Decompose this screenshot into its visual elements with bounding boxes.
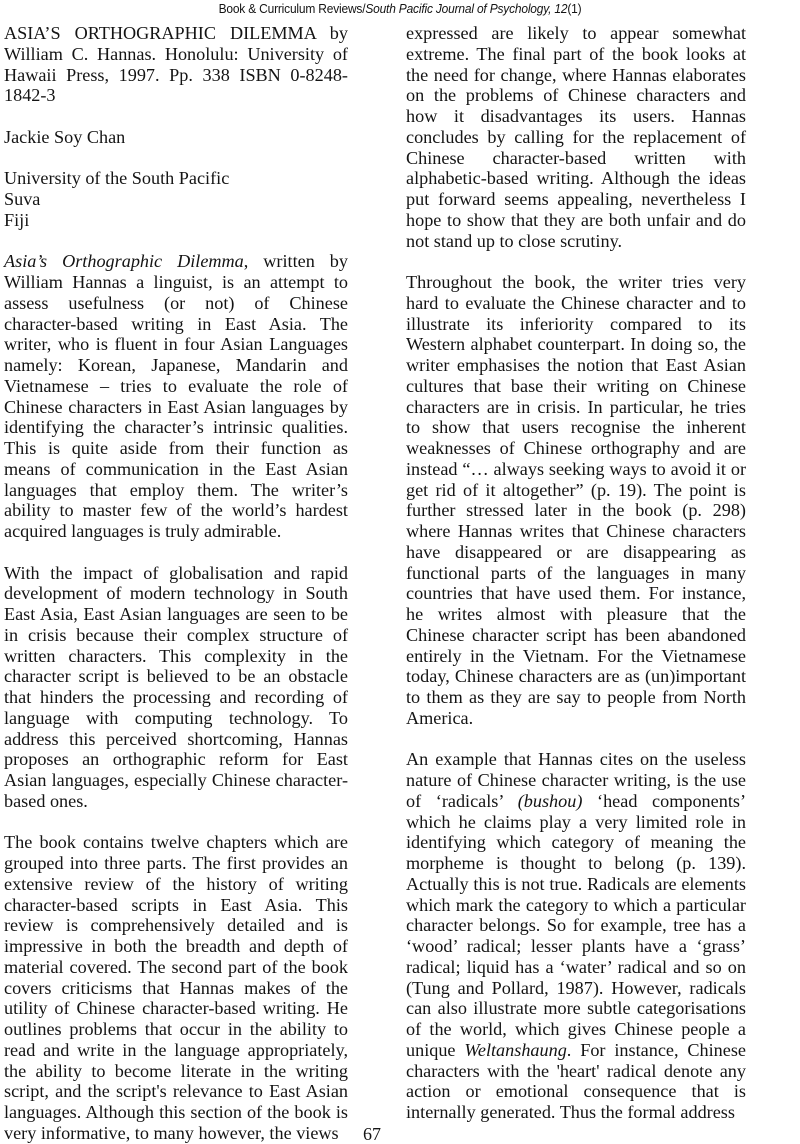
weltanschauung-term: Weltanshaung xyxy=(464,1039,567,1060)
paragraph-structure-part1: The book contains twelve chapters which are grouped into three parts. The first provides an extensive review of the history of writing character-based scripts in East Asia. This review is comprehensively detailed and is impressive in both the breadth and depth of material covered. The second part of the book covers criticisms that Hannas makes of the utility of Chinese character-based writing. He outlines problems that occur in the ability to read and write in the language appropriately, the ability to become literate in the writing script, and the script's relevance to East Asian languages. Although this section of the book is very informative, to many however, the views xyxy=(4,832,348,1143)
running-head-volume: 12 xyxy=(554,1,568,16)
running-head-section: Book & Curriculum Reviews/ xyxy=(218,1,366,16)
page-number: 67 xyxy=(363,1124,381,1144)
running-head xyxy=(32,0,768,18)
left-column xyxy=(4,23,348,1144)
reviewer-affiliation xyxy=(4,168,348,230)
paragraph-structure-part2: expressed are likely to appear somewhat extreme. The final part of the book looks at the need for change, where Hannas elaborates on the problems of Chinese characters and how it disadvantages its users. Hannas concludes by calling for the replacement of Chinese character-based written with alphabetic-based writing. Although the ideas put forward seems appealing, nevertheless I hope to show that they are both unfair and do not stand up to close scrutiny. xyxy=(406,23,746,251)
paragraph-globalisation: With the impact of globalisation and rapid development of modern technology in South East Asia, East Asian languages are seen to be in crisis because their complex structure of written characters. This complexity in the character script is believed to be an obstacle that hinders the processing and recording of language with computing technology. To address this perceived shortcoming, Hannas proposes an orthographic reform for East Asian languages, especially Chinese character-based ones. xyxy=(4,562,348,811)
paragraph-introduction xyxy=(4,251,348,542)
running-head-journal: South Pacific Journal of Psychology, xyxy=(365,1,555,16)
affiliation-city: Suva xyxy=(4,189,41,209)
review-citation: ASIA’S ORTHOGRAPHIC DILEMMA by William C. Hannas. Honolulu: University of Hawaii Press, 1997. Pp. 338 ISBN 0-8248-1842-3 xyxy=(4,23,348,106)
paragraph-introduction-text: , written by William Hannas a linguist, is an attempt to assess usefulness (or not) of Chinese character-based writing in East Asia. The writer, who is fluent in four Asian Languages namely: Korean, Japanese, Mandarin and Vietnamese – tries to evaluate the role of Chinese characters in East Asian languages by identifying the character’s intrinsic qualities. This is quite aside from their function as means of communication in the East Asian languages that employ them. The writer’s ability to master few of the world’s hardest acquired languages is truly admirable. xyxy=(4,251,348,541)
radicals-text-c: . For instance, Chinese characters with the 'heart' radical denote any action or emotional consequence that is internally generated. Thus the formal address xyxy=(406,1039,746,1122)
radicals-text-a: An example that Hannas cites on the useless nature of Chinese character writing, is the use of ‘radicals’ xyxy=(406,749,746,811)
affiliation-institution: University of the South Pacific xyxy=(4,168,230,189)
paragraph-inferiority: Throughout the book, the writer tries very hard to evaluate the Chinese character and to illustrate its inferiority compared to its Western alphabet counterpart. In doing so, the writer emphasises the notion that East Asian cultures that base their writing on Chinese characters are in crisis. In particular, he tries to show that users recognise the inherent weaknesses of Chinese orthography and are instead “… always seeking ways to avoid it or get rid of it altogether” (p. 19). The point is further stressed later in the book (p. 298) where Hannas writes that Chinese characters have disappeared or are disappearing as functional parts of the languages in many countries that have used them. For instance, he writes almost with pleasure that the Chinese character script has been abandoned entirely in the Vietnam. For the Vietnamese today, Chinese characters are as (un)important to them as they are say to people from North America. xyxy=(406,272,746,728)
paragraph-radicals xyxy=(406,749,746,1123)
running-head-issue: (1) xyxy=(567,1,582,16)
bushou-term: (bushou) xyxy=(517,790,583,811)
right-column xyxy=(406,23,746,1123)
book-title-italic: Asia’s Orthographic Dilemma xyxy=(4,251,244,272)
reviewer-name: Jackie Soy Chan xyxy=(4,126,126,147)
affiliation-country: Fiji xyxy=(4,209,30,230)
radicals-text-b: ‘head components’ which he claims play a very limited role in identifying which category of meaning the morpheme is thought to belong (p. 139). Actually this is not true. Radicals are elements which mark the category to which a particular character belongs. So for example, tree has a ‘wood’ radical; lesser plants have a ‘grass’ radical; liquid has a ‘water’ radical and so on (Tung and Pollard, 1987). However, radicals can also illustrate more subtle categorisations of the world, which gives Chinese people a unique xyxy=(406,790,747,1060)
